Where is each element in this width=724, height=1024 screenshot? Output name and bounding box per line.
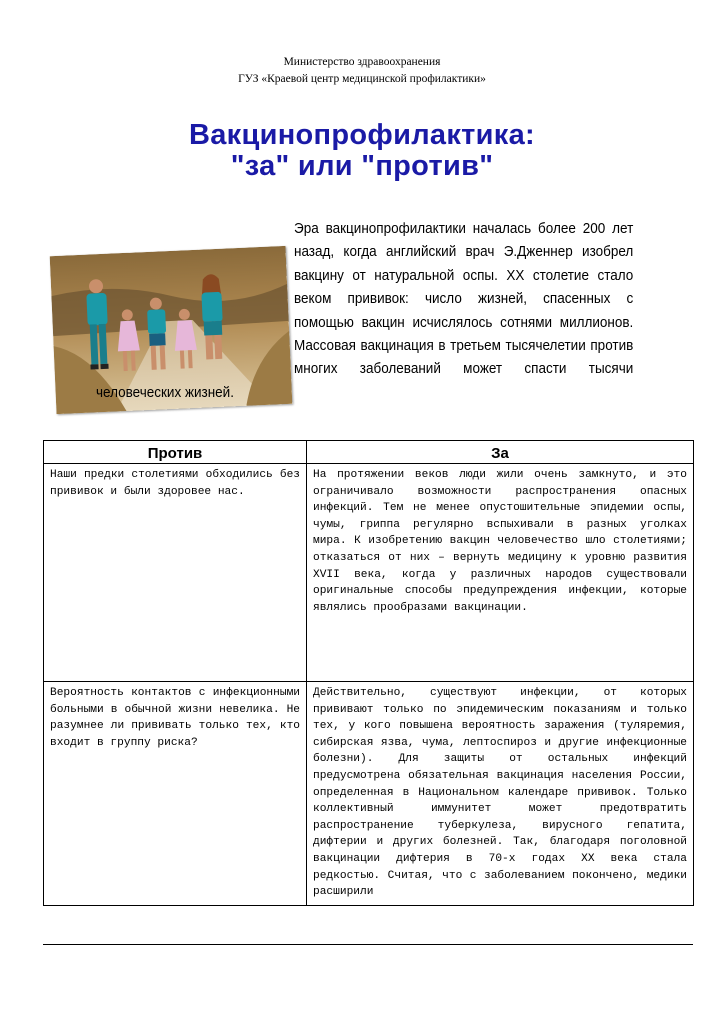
for-cell: На протяжении веков люди жили очень замкнуто, и это ограничивало возможности распространения опасных инфекций. Тем не менее опустошительные эпидемии оспы, чумы, гриппа регулярно вспыхивали в разных уголках мира. К изобретению вакцин человечество шло столетиями; отказаться от них – вернуть медицину к уровню развития XVII века, когда у различных народов существовали оригинальные способы предупреждения инфекции, которые являлись прообразами вакцинации. [307,464,694,682]
intro-text: Эра вакцинопрофилактики началась более 200 лет назад, когда английский врач Э.Дженнер изобрел вакцину от натуральной оспы. XX столетие стало веком прививок: число жизней, спасенных с помощью вакцин исчислялось сотнями миллионов. Массовая вакцинация в третьем тысячелетии против многих заболеваний может спасти тысячи человеческих жизней. [96,220,634,401]
document-title [0,120,724,182]
table-header-row [44,441,694,464]
column-header-against: Против [44,441,307,464]
against-cell: Вероятность контактов с инфекционными больными в обычной жизни невелика. Не разумнее ли прививать только тех, кто входит в группу риска? [44,682,307,906]
center-name: ГУЗ «Краевой центр медицинской профилактики» [238,73,486,85]
column-header-for: За [307,441,694,464]
table-row [44,682,694,906]
pro-con-table [43,440,694,906]
table-row [44,464,694,682]
title-line-2: "за" или "против" [230,150,494,182]
page-bottom-margin [0,944,724,1024]
document-header [0,54,724,88]
against-cell: Наши предки столетиями обходились без прививок и были здоровее нас. [44,464,307,682]
ministry-name: Министерство здравоохранения [283,56,441,68]
for-cell: Действительно, существуют инфекции, от которых прививают только по эпидемическим показаниям и только тех, у кого повышена вероятность заражения (туляремия, сибирская язва, чума, лептоспироз и другие инфекционные болезни). Для защиты от остальных инфекций предусмотрена обязательная вакцинация населения России, определенная в Национальном календаре прививок. Только коллективный иммунитет может предотвратить распространение туберкулеза, вирусного гепатита, дифтерии и других болезней. Так, благодаря поголовной вакцинации дифтерия в 70-х годах XX века стала редкостью. Считая, что с заболеванием покончено, медики расширили [307,682,694,906]
table-bottom-border [43,944,693,945]
intro-paragraph [96,217,633,404]
title-line-1: Вакцинопрофилактика: [188,119,535,151]
